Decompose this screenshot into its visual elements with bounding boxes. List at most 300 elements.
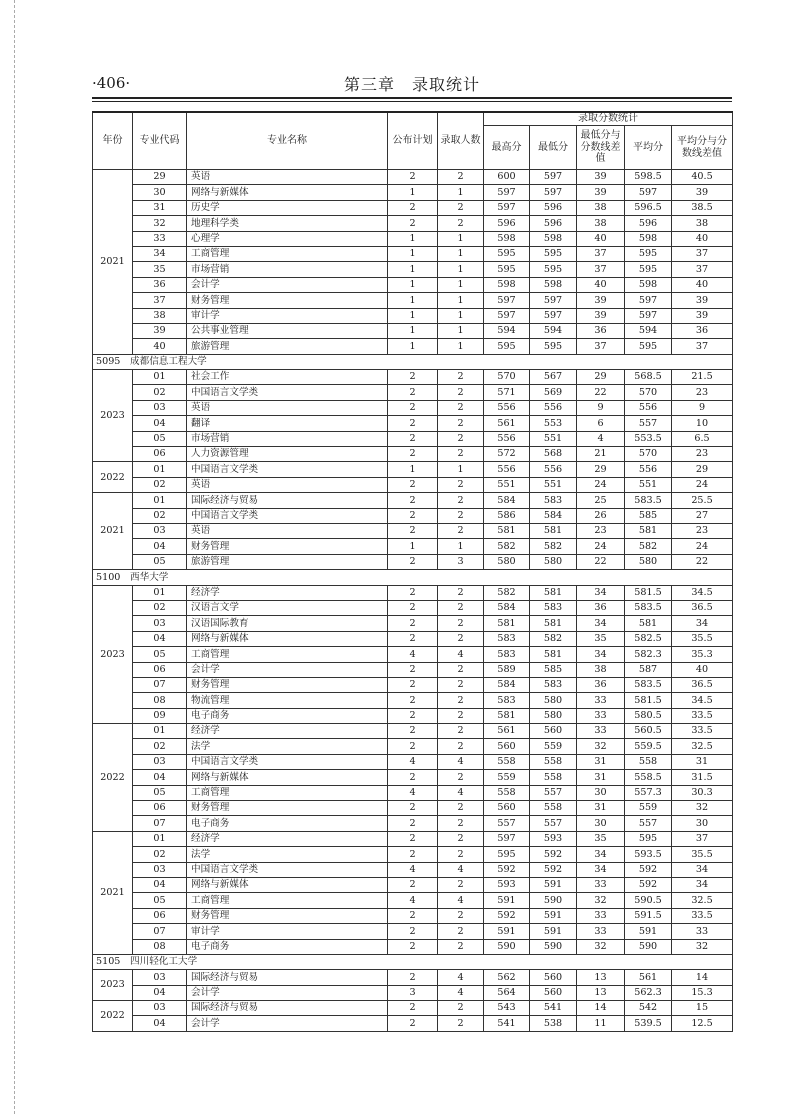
table-row <box>93 477 733 492</box>
major-name-cell: 工商管理 <box>187 246 388 261</box>
avg-diff-cell: 33.5 <box>672 708 733 723</box>
code-cell: 01 <box>133 724 187 739</box>
code-cell: 35 <box>133 262 187 277</box>
max-score-cell: 591 <box>484 924 530 939</box>
min-diff-cell: 40 <box>577 231 625 246</box>
plan-cell: 4 <box>388 785 438 800</box>
major-name-cell: 网络与新媒体 <box>187 877 388 892</box>
avg-score-cell: 591 <box>625 924 672 939</box>
major-name-cell: 国际经济与贸易 <box>187 493 388 508</box>
code-cell: 02 <box>133 600 187 615</box>
major-name-cell: 电子商务 <box>187 708 388 723</box>
plan-cell: 2 <box>388 708 438 723</box>
admitted-cell: 2 <box>438 585 484 600</box>
min-diff-cell: 14 <box>577 1001 625 1016</box>
avg-diff-cell: 21.5 <box>672 370 733 385</box>
code-cell: 06 <box>133 908 187 923</box>
min-score-cell: 595 <box>530 262 577 277</box>
avg-diff-cell: 37 <box>672 339 733 354</box>
table-row <box>93 970 733 985</box>
avg-score-cell: 561 <box>625 970 672 985</box>
avg-score-cell: 558 <box>625 754 672 769</box>
min-score-cell: 598 <box>530 231 577 246</box>
institution-name: 5100 西华大学 <box>93 570 733 585</box>
avg-diff-cell: 36.5 <box>672 677 733 692</box>
min-score-cell: 580 <box>530 554 577 569</box>
min-diff-cell: 11 <box>577 1016 625 1031</box>
avg-score-cell: 583.5 <box>625 600 672 615</box>
max-score-cell: 600 <box>484 170 530 185</box>
max-score-cell: 561 <box>484 416 530 431</box>
table-row <box>93 339 733 354</box>
min-score-cell: 580 <box>530 693 577 708</box>
major-name-cell: 经济学 <box>187 585 388 600</box>
code-cell: 04 <box>133 1016 187 1031</box>
table-row <box>93 277 733 292</box>
avg-diff-cell: 24 <box>672 477 733 492</box>
min-score-cell: 580 <box>530 708 577 723</box>
avg-diff-cell: 31 <box>672 754 733 769</box>
min-score-cell: 591 <box>530 908 577 923</box>
plan-cell: 2 <box>388 724 438 739</box>
min-score-cell: 583 <box>530 677 577 692</box>
avg-diff-cell: 34.5 <box>672 585 733 600</box>
min-diff-cell: 33 <box>577 708 625 723</box>
code-cell: 31 <box>133 200 187 215</box>
avg-diff-cell: 36.5 <box>672 600 733 615</box>
major-name-cell: 中国语言文学类 <box>187 754 388 769</box>
min-score-cell: 567 <box>530 370 577 385</box>
code-cell: 02 <box>133 739 187 754</box>
page-header <box>92 70 732 96</box>
table-row <box>93 631 733 646</box>
avg-diff-cell: 34 <box>672 862 733 877</box>
code-cell: 03 <box>133 970 187 985</box>
table-row <box>93 831 733 846</box>
code-cell: 01 <box>133 370 187 385</box>
max-score-cell: 582 <box>484 585 530 600</box>
min-score-cell: 560 <box>530 724 577 739</box>
min-score-cell: 559 <box>530 739 577 754</box>
major-name-cell: 法学 <box>187 847 388 862</box>
plan-cell: 2 <box>388 662 438 677</box>
min-diff-cell: 24 <box>577 477 625 492</box>
plan-cell: 3 <box>388 985 438 1000</box>
min-diff-cell: 34 <box>577 847 625 862</box>
min-diff-cell: 37 <box>577 339 625 354</box>
table-row <box>93 216 733 231</box>
max-score-cell: 592 <box>484 862 530 877</box>
header-rule-thin <box>92 101 732 102</box>
table-row <box>93 600 733 615</box>
min-diff-cell: 37 <box>577 246 625 261</box>
table-row <box>93 554 733 569</box>
min-score-cell: 582 <box>530 539 577 554</box>
admitted-cell: 2 <box>438 431 484 446</box>
min-diff-cell: 30 <box>577 785 625 800</box>
table-row <box>93 400 733 415</box>
plan-cell: 2 <box>388 600 438 615</box>
major-name-cell: 会计学 <box>187 277 388 292</box>
admitted-cell: 2 <box>438 170 484 185</box>
code-cell: 36 <box>133 277 187 292</box>
avg-score-cell: 556 <box>625 462 672 477</box>
max-score-cell: 562 <box>484 970 530 985</box>
major-name-cell: 网络与新媒体 <box>187 185 388 200</box>
avg-diff-cell: 6.5 <box>672 431 733 446</box>
avg-diff-cell: 32.5 <box>672 893 733 908</box>
min-score-cell: 556 <box>530 400 577 415</box>
major-name-cell: 网络与新媒体 <box>187 631 388 646</box>
avg-diff-cell: 39 <box>672 308 733 323</box>
major-name-cell: 公共事业管理 <box>187 323 388 338</box>
plan-cell: 2 <box>388 770 438 785</box>
code-cell: 39 <box>133 323 187 338</box>
plan-cell: 1 <box>388 462 438 477</box>
max-score-cell: 571 <box>484 385 530 400</box>
plan-cell: 2 <box>388 370 438 385</box>
admitted-cell: 1 <box>438 262 484 277</box>
avg-diff-cell: 37 <box>672 831 733 846</box>
code-cell: 02 <box>133 385 187 400</box>
min-diff-cell: 13 <box>577 985 625 1000</box>
avg-score-cell: 595 <box>625 831 672 846</box>
admitted-cell: 4 <box>438 970 484 985</box>
code-cell: 06 <box>133 447 187 462</box>
code-cell: 04 <box>133 416 187 431</box>
avg-diff-cell: 39 <box>672 293 733 308</box>
avg-score-cell: 553.5 <box>625 431 672 446</box>
avg-diff-cell: 24 <box>672 539 733 554</box>
min-diff-cell: 34 <box>577 862 625 877</box>
header-year: 年份 <box>93 112 133 170</box>
plan-cell: 2 <box>388 693 438 708</box>
table-row <box>93 893 733 908</box>
avg-score-cell: 597 <box>625 293 672 308</box>
avg-diff-cell: 34 <box>672 877 733 892</box>
admitted-cell: 2 <box>438 400 484 415</box>
avg-diff-cell: 27 <box>672 508 733 523</box>
major-name-cell: 财务管理 <box>187 539 388 554</box>
avg-score-cell: 598 <box>625 231 672 246</box>
max-score-cell: 561 <box>484 724 530 739</box>
code-cell: 02 <box>133 477 187 492</box>
min-diff-cell: 22 <box>577 554 625 569</box>
avg-diff-cell: 33 <box>672 924 733 939</box>
avg-score-cell: 556 <box>625 400 672 415</box>
table-row <box>93 708 733 723</box>
avg-diff-cell: 38.5 <box>672 200 733 215</box>
avg-diff-cell: 25.5 <box>672 493 733 508</box>
min-diff-cell: 34 <box>577 647 625 662</box>
min-diff-cell: 36 <box>577 600 625 615</box>
avg-diff-cell: 33.5 <box>672 724 733 739</box>
avg-diff-cell: 40 <box>672 231 733 246</box>
institution-row <box>93 570 733 585</box>
code-cell: 05 <box>133 431 187 446</box>
plan-cell: 2 <box>388 924 438 939</box>
table-row <box>93 416 733 431</box>
code-cell: 37 <box>133 293 187 308</box>
major-name-cell: 翻译 <box>187 416 388 431</box>
max-score-cell: 591 <box>484 893 530 908</box>
plan-cell: 4 <box>388 893 438 908</box>
max-score-cell: 560 <box>484 739 530 754</box>
year-cell: 2023 <box>93 585 133 724</box>
avg-score-cell: 594 <box>625 323 672 338</box>
max-score-cell: 592 <box>484 908 530 923</box>
major-name-cell: 经济学 <box>187 724 388 739</box>
major-name-cell: 心理学 <box>187 231 388 246</box>
avg-score-cell: 590 <box>625 939 672 954</box>
major-name-cell: 中国语言文学类 <box>187 508 388 523</box>
major-name-cell: 会计学 <box>187 662 388 677</box>
plan-cell: 1 <box>388 308 438 323</box>
min-score-cell: 582 <box>530 631 577 646</box>
min-score-cell: 581 <box>530 647 577 662</box>
code-cell: 01 <box>133 462 187 477</box>
code-cell: 01 <box>133 585 187 600</box>
table-row <box>93 662 733 677</box>
max-score-cell: 589 <box>484 662 530 677</box>
avg-score-cell: 583.5 <box>625 493 672 508</box>
header-rule <box>92 97 732 99</box>
max-score-cell: 590 <box>484 939 530 954</box>
major-name-cell: 电子商务 <box>187 939 388 954</box>
major-name-cell: 电子商务 <box>187 816 388 831</box>
table-row <box>93 616 733 631</box>
plan-cell: 2 <box>388 477 438 492</box>
major-name-cell: 会计学 <box>187 1016 388 1031</box>
min-score-cell: 584 <box>530 508 577 523</box>
avg-score-cell: 580 <box>625 554 672 569</box>
plan-cell: 2 <box>388 631 438 646</box>
avg-diff-cell: 30 <box>672 816 733 831</box>
avg-score-cell: 585 <box>625 508 672 523</box>
header-max-score: 最高分 <box>484 126 530 170</box>
plan-cell: 2 <box>388 970 438 985</box>
min-diff-cell: 36 <box>577 677 625 692</box>
avg-score-cell: 596 <box>625 216 672 231</box>
min-diff-cell: 39 <box>577 185 625 200</box>
admitted-cell: 2 <box>438 416 484 431</box>
min-score-cell: 541 <box>530 1001 577 1016</box>
min-score-cell: 553 <box>530 416 577 431</box>
min-score-cell: 560 <box>530 970 577 985</box>
min-score-cell: 558 <box>530 754 577 769</box>
avg-diff-cell: 35.3 <box>672 647 733 662</box>
avg-diff-cell: 31.5 <box>672 770 733 785</box>
table-row <box>93 462 733 477</box>
min-score-cell: 590 <box>530 893 577 908</box>
table-row <box>93 385 733 400</box>
major-name-cell: 财务管理 <box>187 908 388 923</box>
min-score-cell: 597 <box>530 170 577 185</box>
major-name-cell: 工商管理 <box>187 893 388 908</box>
min-diff-cell: 13 <box>577 970 625 985</box>
code-cell: 30 <box>133 185 187 200</box>
avg-score-cell: 557 <box>625 816 672 831</box>
avg-score-cell: 551 <box>625 477 672 492</box>
min-diff-cell: 37 <box>577 262 625 277</box>
min-diff-cell: 32 <box>577 893 625 908</box>
min-diff-cell: 33 <box>577 693 625 708</box>
major-name-cell: 英语 <box>187 477 388 492</box>
min-score-cell: 595 <box>530 246 577 261</box>
code-cell: 33 <box>133 231 187 246</box>
admitted-cell: 1 <box>438 339 484 354</box>
avg-score-cell: 595 <box>625 262 672 277</box>
max-score-cell: 593 <box>484 877 530 892</box>
admitted-cell: 2 <box>438 739 484 754</box>
major-name-cell: 中国语言文学类 <box>187 385 388 400</box>
plan-cell: 4 <box>388 647 438 662</box>
admitted-cell: 1 <box>438 323 484 338</box>
avg-diff-cell: 15.3 <box>672 985 733 1000</box>
plan-cell: 2 <box>388 1001 438 1016</box>
admitted-cell: 1 <box>438 308 484 323</box>
code-cell: 02 <box>133 847 187 862</box>
avg-score-cell: 598.5 <box>625 170 672 185</box>
year-cell: 2022 <box>93 724 133 832</box>
max-score-cell: 583 <box>484 647 530 662</box>
plan-cell: 2 <box>388 523 438 538</box>
plan-cell: 2 <box>388 801 438 816</box>
major-name-cell: 工商管理 <box>187 785 388 800</box>
avg-score-cell: 587 <box>625 662 672 677</box>
binding-margin-line <box>14 0 15 1114</box>
major-name-cell: 会计学 <box>187 985 388 1000</box>
major-name-cell: 英语 <box>187 400 388 415</box>
admitted-cell: 2 <box>438 908 484 923</box>
code-cell: 03 <box>133 754 187 769</box>
min-diff-cell: 39 <box>577 170 625 185</box>
avg-score-cell: 595 <box>625 246 672 261</box>
max-score-cell: 597 <box>484 308 530 323</box>
min-diff-cell: 34 <box>577 585 625 600</box>
plan-cell: 2 <box>388 677 438 692</box>
plan-cell: 2 <box>388 216 438 231</box>
min-diff-cell: 30 <box>577 816 625 831</box>
plan-cell: 2 <box>388 739 438 754</box>
year-cell: 2021 <box>93 493 133 570</box>
code-cell: 40 <box>133 339 187 354</box>
min-diff-cell: 38 <box>577 216 625 231</box>
major-name-cell: 社会工作 <box>187 370 388 385</box>
table-row <box>93 293 733 308</box>
admitted-cell: 4 <box>438 862 484 877</box>
major-name-cell: 国际经济与贸易 <box>187 970 388 985</box>
table-row <box>93 677 733 692</box>
avg-diff-cell: 10 <box>672 416 733 431</box>
max-score-cell: 581 <box>484 616 530 631</box>
table-row <box>93 231 733 246</box>
plan-cell: 2 <box>388 616 438 631</box>
plan-cell: 2 <box>388 508 438 523</box>
table-row <box>93 431 733 446</box>
plan-cell: 2 <box>388 908 438 923</box>
min-score-cell: 551 <box>530 431 577 446</box>
code-cell: 06 <box>133 662 187 677</box>
min-diff-cell: 29 <box>577 462 625 477</box>
plan-cell: 2 <box>388 431 438 446</box>
avg-score-cell: 570 <box>625 385 672 400</box>
min-score-cell: 558 <box>530 801 577 816</box>
major-name-cell: 工商管理 <box>187 647 388 662</box>
min-diff-cell: 9 <box>577 400 625 415</box>
year-cell: 2023 <box>93 370 133 462</box>
min-score-cell: 557 <box>530 816 577 831</box>
table-row <box>93 754 733 769</box>
admitted-cell: 4 <box>438 985 484 1000</box>
admitted-cell: 2 <box>438 631 484 646</box>
avg-score-cell: 558.5 <box>625 770 672 785</box>
table-row <box>93 200 733 215</box>
table-row <box>93 539 733 554</box>
admitted-cell: 2 <box>438 493 484 508</box>
max-score-cell: 556 <box>484 462 530 477</box>
min-score-cell: 557 <box>530 785 577 800</box>
avg-diff-cell: 35.5 <box>672 847 733 862</box>
plan-cell: 2 <box>388 493 438 508</box>
max-score-cell: 597 <box>484 185 530 200</box>
min-score-cell: 592 <box>530 862 577 877</box>
code-cell: 05 <box>133 647 187 662</box>
max-score-cell: 586 <box>484 508 530 523</box>
max-score-cell: 598 <box>484 277 530 292</box>
code-cell: 29 <box>133 170 187 185</box>
major-name-cell: 市场营销 <box>187 262 388 277</box>
avg-diff-cell: 34.5 <box>672 693 733 708</box>
plan-cell: 1 <box>388 185 438 200</box>
table-row <box>93 170 733 185</box>
max-score-cell: 556 <box>484 400 530 415</box>
major-name-cell: 汉语言文学 <box>187 600 388 615</box>
avg-diff-cell: 22 <box>672 554 733 569</box>
avg-score-cell: 557.3 <box>625 785 672 800</box>
plan-cell: 2 <box>388 554 438 569</box>
max-score-cell: 551 <box>484 477 530 492</box>
avg-diff-cell: 36 <box>672 323 733 338</box>
header-plan: 公布计划 <box>388 112 438 170</box>
min-score-cell: 592 <box>530 847 577 862</box>
code-cell: 34 <box>133 246 187 261</box>
institution-row <box>93 954 733 969</box>
avg-diff-cell: 38 <box>672 216 733 231</box>
table-row <box>93 785 733 800</box>
max-score-cell: 541 <box>484 1016 530 1031</box>
major-name-cell: 网络与新媒体 <box>187 770 388 785</box>
admitted-cell: 2 <box>438 477 484 492</box>
max-score-cell: 596 <box>484 216 530 231</box>
max-score-cell: 595 <box>484 262 530 277</box>
min-diff-cell: 32 <box>577 939 625 954</box>
avg-diff-cell: 9 <box>672 400 733 415</box>
avg-score-cell: 562.3 <box>625 985 672 1000</box>
avg-diff-cell: 12.5 <box>672 1016 733 1031</box>
admitted-cell: 2 <box>438 385 484 400</box>
code-cell: 07 <box>133 924 187 939</box>
min-diff-cell: 38 <box>577 662 625 677</box>
avg-score-cell: 559 <box>625 801 672 816</box>
table-row <box>93 862 733 877</box>
plan-cell: 2 <box>388 939 438 954</box>
plan-cell: 2 <box>388 1016 438 1031</box>
code-cell: 08 <box>133 693 187 708</box>
min-diff-cell: 31 <box>577 770 625 785</box>
admitted-cell: 4 <box>438 785 484 800</box>
min-diff-cell: 25 <box>577 493 625 508</box>
